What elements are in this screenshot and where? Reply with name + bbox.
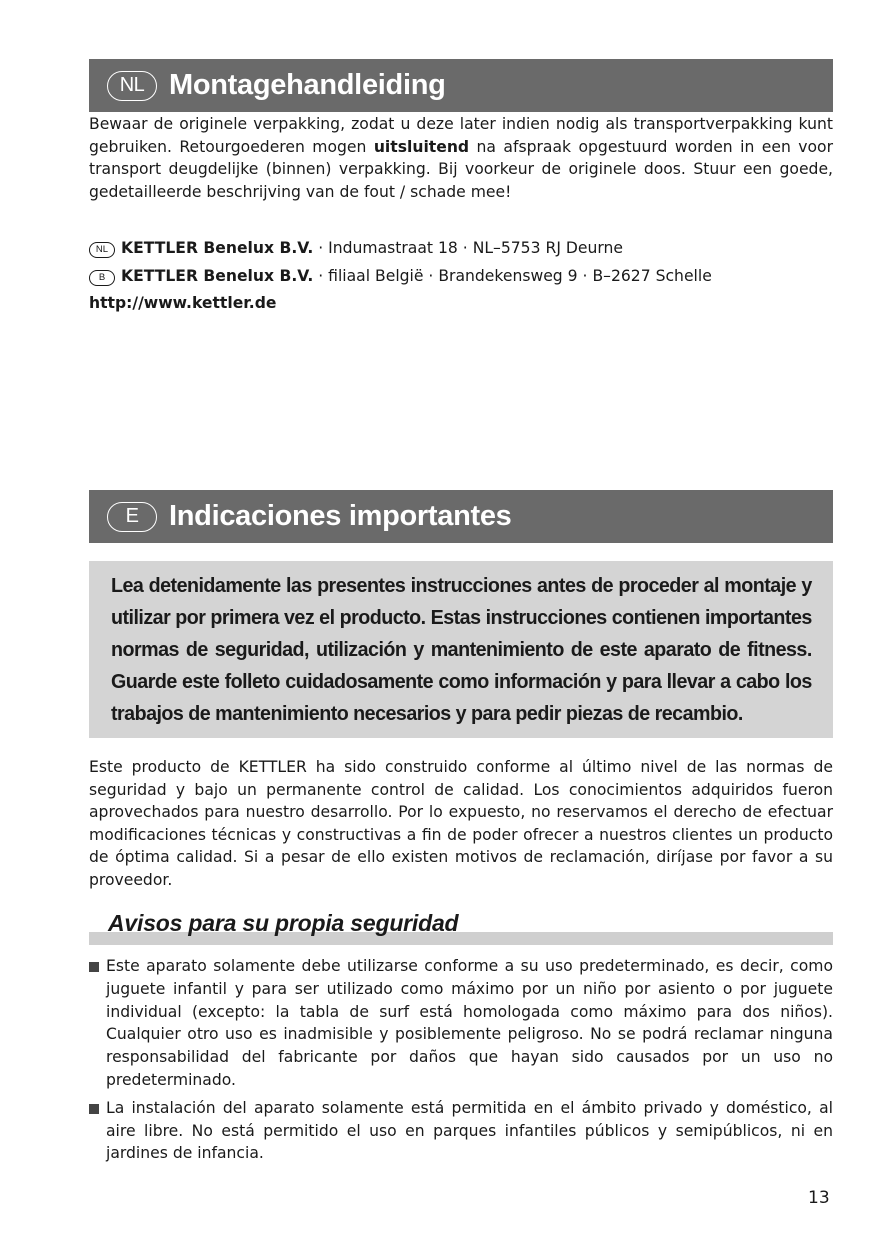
e-section-header — [89, 490, 833, 543]
company-address: · Indumastraat 18 · NL–5753 RJ Deurne — [313, 239, 623, 257]
language-code: NL — [119, 74, 145, 96]
language-badge-nl — [107, 71, 157, 101]
nl-section-header — [89, 59, 833, 112]
company-name: KETTLER Benelux B.V. — [121, 239, 314, 257]
list-item — [89, 955, 833, 1092]
contact-line-nl — [89, 237, 833, 259]
country-mark-nl-icon: NL — [89, 242, 115, 258]
company-address: · filiaal België · Brandekensweg 9 · B–2627 Schelle — [313, 267, 712, 285]
section-title: Montagehandleiding — [169, 69, 446, 101]
website-link[interactable]: http://www.kettler.de — [89, 294, 277, 312]
subheading-text: Avisos para su propia seguridad — [108, 910, 459, 936]
paragraph-text: Bewaar de originele verpakking, zodat u deze later indien nodig als transportverpakking kunt gebruiken. Retourgoederen mogen — [89, 115, 833, 156]
safety-subheading — [89, 908, 833, 948]
contact-line-b — [89, 265, 833, 287]
square-bullet-icon — [89, 962, 99, 972]
company-name: KETTLER Benelux B.V. — [121, 267, 314, 285]
important-notice-box — [89, 561, 833, 738]
emphasis-text: uitsluitend — [373, 137, 470, 156]
notice-text: Lea detenidamente las presentes instrucciones antes de proceder al montaje y utilizar por primera vez el producto. Estas instrucciones contienen importantes normas de seguridad, utilización y mantenimiento de este aparato de fitness. Guarde este folleto cuidadosamente como información y para llevar a cabo los trabajos de mantenimiento necesarios y para pedir piezas de recambio. — [111, 574, 812, 725]
language-badge-e — [107, 502, 157, 532]
e-intro-paragraph: Este producto de KETTLER ha sido construido conforme al último nivel de las normas de seguridad y bajo un permanente control de calidad. Los conocimientos adquiridos fueron aprovechados para nuestro desarrollo. Por lo expuesto, no reservamos el derecho de efectuar modificaciones técnicas y constructivas a fin de poder ofrecer a nuestros clientes un producto de óptima calidad. Si a pesar de ello existen motivos de reclamación, diríjase por favor a su proveedor. — [89, 758, 833, 889]
nl-paragraph — [89, 113, 833, 203]
bullet-text: Este aparato solamente debe utilizarse conforme a su uso predeterminado, es decir, como juguete infantil y para ser utilizado como máximo por un niño por asiento o por juguete individual (excepto: la tabla de surf está homologada como máximo para dos niños). Cualquier otro uso es inadmisible y posiblemente peligroso. No se podrá reclamar ninguna responsabilidad del fabricante por daños que hayan sido causados por un uso no predeterminado. — [106, 957, 833, 1089]
safety-bullet-list — [89, 955, 833, 1170]
bullet-text: La instalación del aparato solamente está permitida en el ámbito privado y doméstico, al aire libre. No está permitido el uso en parques infantiles públicos y semipúblicos, ni en jardines de infancia. — [106, 1098, 833, 1163]
country-mark-b-icon: B — [89, 270, 115, 286]
paragraph-text: na afspraak opgestuurd worden in een voor transport deugdelijke (binnen) verpakking. Bij voorkeur de originele doos. Stuur een goede, gedetailleerde beschrijving van de fout / schade mee! — [89, 137, 834, 201]
square-bullet-icon — [89, 1104, 99, 1114]
language-code: E — [125, 505, 139, 527]
page-number: 13 — [808, 1188, 830, 1208]
list-item — [89, 1097, 833, 1165]
section-title: Indicaciones importantes — [169, 500, 512, 532]
